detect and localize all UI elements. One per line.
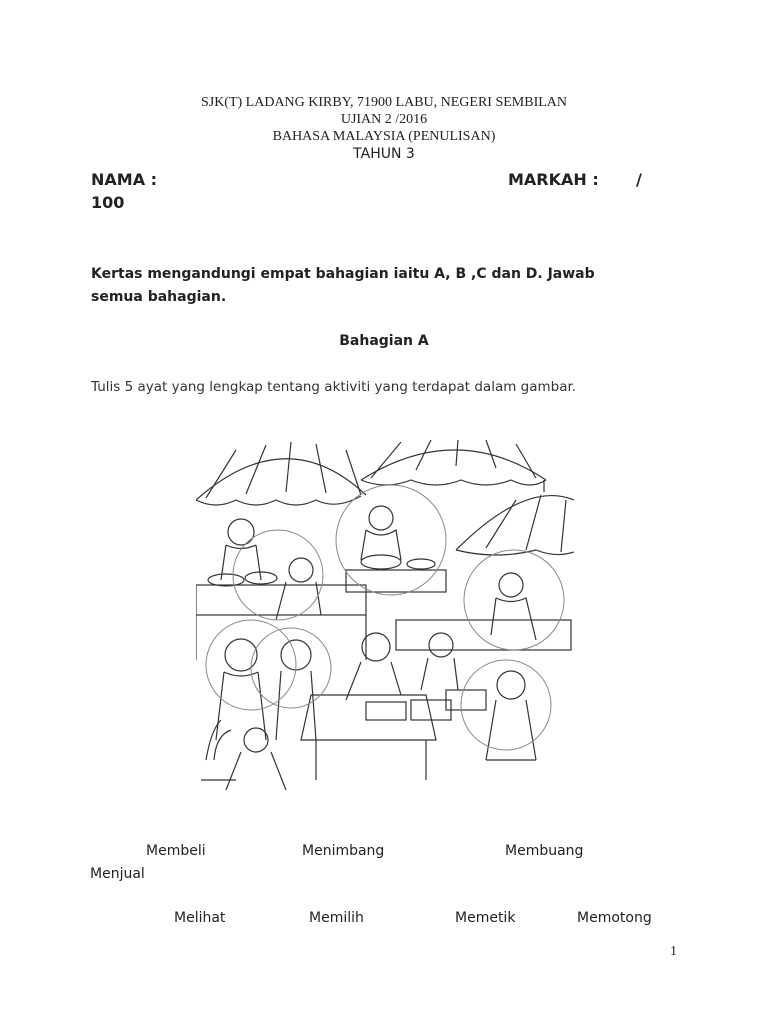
marks-label: MARKAH : xyxy=(508,170,599,189)
year-title: TAHUN 3 xyxy=(353,146,415,162)
word-memetik: Memetik xyxy=(455,910,516,926)
task-instruction: Tulis 5 ayat yang lengkap tentang aktiviti yang terdapat dalam gambar. xyxy=(91,379,577,395)
market-scene-illustration xyxy=(196,440,574,796)
exam-title: UJIAN 2 /2016 xyxy=(340,112,428,127)
instruction-line-1: Kertas mengandungi empat bahagian iaitu A, B ,C dan D. Jawab xyxy=(91,266,595,282)
word-membeli: Membeli xyxy=(146,843,206,859)
word-memilih: Memilih xyxy=(309,910,364,926)
instruction-line-2: semua bahagian. xyxy=(91,289,227,305)
marks-total: 100 xyxy=(91,193,125,212)
marks-slash: / xyxy=(636,170,642,189)
section-title: Bahagian A xyxy=(339,333,429,349)
school-name: SJK(T) LADANG KIRBY, 71900 LABU, NEGERI SEMBILAN xyxy=(200,95,568,110)
name-label: NAMA : xyxy=(91,170,158,189)
word-melihat: Melihat xyxy=(174,910,226,926)
page-number: 1 xyxy=(670,944,677,959)
word-menjual: Menjual xyxy=(90,866,145,882)
word-membuang: Membuang xyxy=(505,843,584,859)
word-memotong: Memotong xyxy=(577,910,652,926)
word-menimbang: Menimbang xyxy=(302,843,385,859)
subject-title: BAHASA MALAYSIA (PENULISAN) xyxy=(272,129,496,144)
